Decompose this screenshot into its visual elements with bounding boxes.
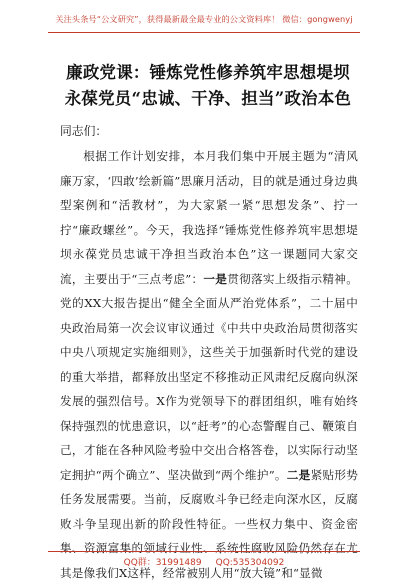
footer-divider	[48, 551, 360, 552]
body-text-point-one: 贯彻落实上级指示精神。党的XX大报告提出“健全全面从严治党体系”，二十届中央政治局第一次会议审议通过《中共中央政治局贯彻落实中央八项规定实施细则》，这些关于加强新时代党的建设的重大举措，都释放出坚定不移推动正风肃纪反腐向纵深发展的强烈信号。X作为党领导下的群团组织，唯有始终保持强烈的忧患意识，以“赶考”的心态警醒自己、鞭策自己，才能在各种风险考验中交出合格答卷，以实际行动坚定拥护“两个确立”、坚决做到“两个维护”。	[60, 271, 359, 482]
header-banner: 关注头条号“公文研究”，获得最新最全最专业的公文资料库！ 微信：gongwenyj	[55, 14, 353, 24]
body-paragraph	[60, 144, 358, 585]
salutation: 同志们：	[60, 124, 108, 138]
document-title: 廉政党课：锤炼党性修养筑牢思想堤坝永葆党员“忠诚、干净、担当”政治本色	[64, 63, 352, 108]
footer	[0, 555, 408, 568]
point-two-marker: 二是	[286, 467, 311, 482]
point-one-marker: 一是	[203, 271, 228, 286]
body-text-intro: 根据工作计划安排，本月我们集中开展主题为“清风廉万家，‘四敢’绘新篇”思廉月活动，目的就是通过身边典型案例和“活教材”，为大家紧一紧“思想发条”、拧一拧“廉政螺丝”。今天，我选择“锤炼党性修养筑牢思想堤坝永葆党员忠诚干净担当政治本色”这一课题同大家交流，主要出于“三点考虑”：	[60, 149, 358, 286]
header-divider	[48, 32, 360, 33]
footer-qq: QQ:535304092	[215, 558, 285, 568]
body-text-point-two: 紧贴形势任务发展需要。当前，反腐败斗争已经走向深水区，反腐败斗争呈现出新的阶段性特征。一些权力集中、资金密集、资源富集的领域行业性、系统性腐败风险仍然存在尤其是像我们X这样，经常被别人用“放大镜”和“显微	[60, 467, 358, 580]
footer-qq-group: QQ群：31991489	[123, 558, 202, 568]
